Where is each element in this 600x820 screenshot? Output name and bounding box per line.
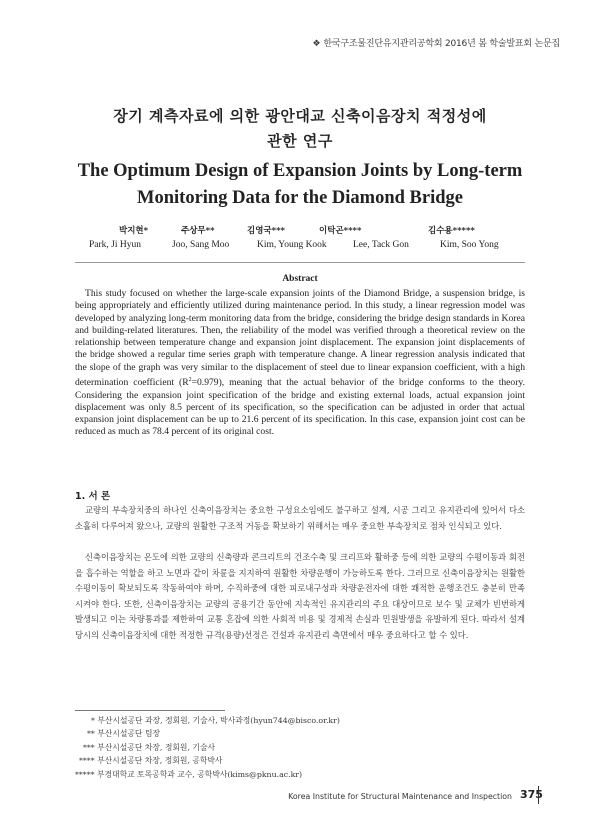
introduction-paragraph-2: 신축이음장치는 온도에 의한 교량의 신축량과 콘크리트의 건조수축 및 크리프와 활하중 등에 의한 교량의 수평이동과 회전을 흡수하는 역할을 하고 노면과 같이 차륜을 지지하여 원활한 차량운행이 가능하도록 한다. 그러므로 신축이음장치는 원활한 수평이동이 확보되도록 작동하여야 하며, 수직하중에 대한 피로내구성과 차량운전자에 대한 쾌적한 운행조건도 충분히 만족시켜야 한다. 또한, 신축이음장치는 교량의 공용기간 동안에 지속적인 유지관리의 주요 대상이므로 보수 및 교체가 빈번하게 발생되고 이는 차량통과를 제한하여 교통 혼잡에 의한 사회적 비용 및 경제적 손실과 민원발생을 유발하게 된다. 따라서 설계당시의 신축이음장치에 대한 적정한 규격(용량)선정은 건설과 유지관리 측면에서 매우 중요하다고 할 수 있다.	[75, 552, 525, 640]
footnote-3: *** 부산시설공단 차장, 정회원, 기술사	[83, 742, 216, 752]
introduction-paragraph-1: 교량의 부속장치중의 하나인 신축이음장치는 중요한 구성요소임에도 불구하고 설계, 시공 그리고 유지관리에 있어서 다소 소홀히 다루어져 왔으나, 교량의 원활한 구조적 거동을 확보하기 위해서는 매우 중요한 부속장치로 점차 인식되고 있다.	[75, 505, 525, 531]
journal-header-text: 한국구조물진단유지관리공학회 2016년 봄 학술발표회 논문집	[323, 39, 560, 49]
abstract-superscript: 2	[188, 377, 192, 384]
diamond-bullet-icon: ❖	[312, 39, 321, 49]
author-ko-2: 주상무**	[181, 226, 215, 236]
footnotes	[75, 714, 340, 781]
footnote-5: ***** 부경대학교 토목공학과 교수, 공학박사(kims@pknu.ac.kr)	[75, 769, 303, 779]
authors-english	[75, 240, 525, 254]
section-introduction-heading: 1. 서 론	[75, 491, 111, 502]
abstract-heading: Abstract	[282, 274, 318, 284]
footnote-1: * 부산시설공단 과장, 정회원, 기술사, 박사과정(hyun744@bisco.or.kr)	[91, 716, 340, 725]
footnote-divider	[75, 710, 225, 711]
korean-title	[60, 104, 540, 154]
korean-title-line-2: 관한 연구	[267, 132, 333, 150]
footnote-2: ** 부산시설공단 팀장	[87, 729, 161, 739]
author-en-4: Lee, Tack Gon	[353, 240, 409, 250]
korean-title-line-1: 장기 계측자료에 의한 광안대교 신축이음장치 적정성에	[113, 107, 487, 125]
page-number-bar	[538, 786, 539, 804]
footnote-4: **** 부산시설공단 차장, 정회원, 공학박사	[79, 756, 223, 766]
author-ko-4: 이탁곤****	[319, 226, 362, 236]
journal-header	[313, 36, 560, 49]
english-title-line-2: Monitoring Data for the Diamond Bridge	[137, 188, 463, 208]
author-ko-3: 김영국***	[247, 226, 285, 236]
author-en-5: Kim, Soo Yong	[440, 240, 499, 250]
author-en-2: Joo, Sang Moo	[172, 240, 230, 250]
author-en-1: Park, Ji Hyun	[89, 240, 141, 250]
english-title	[60, 158, 540, 212]
author-ko-5: 김수용*****	[428, 226, 475, 236]
author-ko-1: 박지현*	[119, 226, 149, 236]
author-en-3: Kim, Young Kook	[257, 240, 327, 250]
authors-korean	[75, 224, 525, 238]
abstract-text-part-1: This study focused on whether the large-scale expansion joints of the Diamond Bridge, a suspension bridge, is being appropriately and efficiently utilized during maintenance period. In this study, a linear regression model was developed by analyzing long-term monitoring data from the bridge, considering the bridge design standards in Korea and building-related literatures. Then, the reliability of the model was verified through a theoretical review on the relationship between temperature change and expansion joint displacement. The expansion joint displacements of the bridge showed a regular time series graph with temperature change. A linear regression analysis indicated that the slope of the graph was very similar to the displacement of steel due to linear expansion coefficient, with a high determination coefficient (R	[75, 288, 525, 389]
page-number: 375	[520, 788, 543, 801]
abstract-text-part-2: =0.979), meaning that the actual behavior of the bridge conforms to the theory. Considering the expansion joint specification of the bridge and existing external loads, actual expansion joint displacement was only 8.5 percent of its specification, so the specification can be adjusted in order that actual expansion joint displacement can be up to 21.6 percent of its specification. In this case, expansion joint cost can be reduced as much as 78.4 percent of its original cost.	[75, 377, 525, 438]
english-title-line-1: The Optimum Design of Expansion Joints by Long-term	[77, 161, 523, 181]
authors-divider	[75, 262, 525, 263]
footer-institute: Korea Institute for Structural Maintenance and Inspection	[288, 792, 512, 801]
abstract-text	[75, 288, 525, 439]
